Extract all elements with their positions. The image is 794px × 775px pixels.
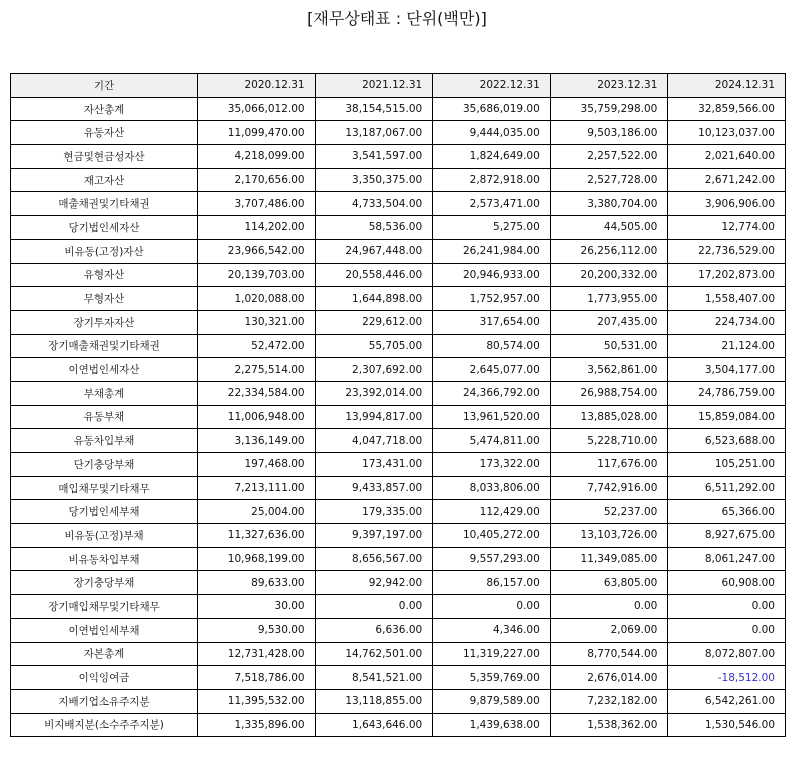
value-cell: 3,562,861.00 (550, 358, 668, 382)
row-label: 이연법인세자산 (11, 358, 198, 382)
value-cell: 0.00 (433, 595, 551, 619)
row-label: 자본총계 (11, 642, 198, 666)
value-cell: 1,773,955.00 (550, 287, 668, 311)
row-label: 유형자산 (11, 263, 198, 287)
row-label: 매출채권및기타채권 (11, 192, 198, 216)
value-cell: 112,429.00 (433, 500, 551, 524)
value-cell: 117,676.00 (550, 453, 668, 477)
value-cell: 10,405,272.00 (433, 524, 551, 548)
column-header-date: 2022.12.31 (433, 74, 551, 98)
value-cell: 11,349,085.00 (550, 547, 668, 571)
table-row (11, 358, 786, 382)
column-header-date: 2020.12.31 (198, 74, 316, 98)
value-cell: 58,536.00 (315, 216, 433, 240)
column-header-date: 2023.12.31 (550, 74, 668, 98)
table-row (11, 310, 786, 334)
table-row (11, 381, 786, 405)
value-cell: 1,335,896.00 (198, 713, 316, 737)
value-cell: 8,033,806.00 (433, 476, 551, 500)
table-row (11, 429, 786, 453)
value-cell: 60,908.00 (668, 571, 786, 595)
value-cell: 52,237.00 (550, 500, 668, 524)
row-label: 유동차입부채 (11, 429, 198, 453)
value-cell: 22,334,584.00 (198, 381, 316, 405)
row-label: 비유동(고정)자산 (11, 239, 198, 263)
column-header-period: 기간 (11, 74, 198, 98)
value-cell: 65,366.00 (668, 500, 786, 524)
value-cell: 1,020,088.00 (198, 287, 316, 311)
value-cell: 20,558,446.00 (315, 263, 433, 287)
value-cell: 22,736,529.00 (668, 239, 786, 263)
value-cell: 9,444,035.00 (433, 121, 551, 145)
value-cell: 35,686,019.00 (433, 97, 551, 121)
row-label: 장기매출채권및기타채권 (11, 334, 198, 358)
value-cell: 12,774.00 (668, 216, 786, 240)
table-row (11, 689, 786, 713)
value-cell: 6,523,688.00 (668, 429, 786, 453)
table-row (11, 97, 786, 121)
row-label: 당기법인세자산 (11, 216, 198, 240)
value-cell: 207,435.00 (550, 310, 668, 334)
value-cell: 2,676,014.00 (550, 666, 668, 690)
value-cell: 26,241,984.00 (433, 239, 551, 263)
row-label: 당기법인세부채 (11, 500, 198, 524)
table-row (11, 476, 786, 500)
value-cell: 50,531.00 (550, 334, 668, 358)
page-title: [재무상태표 : 단위(백만)] (307, 9, 487, 28)
value-cell: 8,072,807.00 (668, 642, 786, 666)
value-cell: 5,359,769.00 (433, 666, 551, 690)
value-cell: 89,633.00 (198, 571, 316, 595)
value-cell: 10,123,037.00 (668, 121, 786, 145)
value-cell: 7,518,786.00 (198, 666, 316, 690)
row-label: 매입채무및기타채무 (11, 476, 198, 500)
value-cell: 3,350,375.00 (315, 168, 433, 192)
value-cell: 6,542,261.00 (668, 689, 786, 713)
table-row (11, 405, 786, 429)
value-cell: 20,139,703.00 (198, 263, 316, 287)
value-cell: 7,213,111.00 (198, 476, 316, 500)
table-row (11, 168, 786, 192)
row-label: 부채총계 (11, 381, 198, 405)
value-cell: 26,988,754.00 (550, 381, 668, 405)
value-cell: 9,557,293.00 (433, 547, 551, 571)
value-cell: 3,707,486.00 (198, 192, 316, 216)
value-cell: 13,994,817.00 (315, 405, 433, 429)
table-row (11, 192, 786, 216)
value-cell: 13,961,520.00 (433, 405, 551, 429)
value-cell: 3,136,149.00 (198, 429, 316, 453)
value-cell: 130,321.00 (198, 310, 316, 334)
table-row (11, 666, 786, 690)
value-cell: 20,200,332.00 (550, 263, 668, 287)
value-cell: 11,006,948.00 (198, 405, 316, 429)
value-cell: 173,322.00 (433, 453, 551, 477)
value-cell: 8,541,521.00 (315, 666, 433, 690)
balance-sheet-table (10, 73, 786, 737)
row-label: 장기충당부채 (11, 571, 198, 595)
row-label: 이연법인세부채 (11, 618, 198, 642)
value-cell: 92,942.00 (315, 571, 433, 595)
value-cell: 0.00 (668, 595, 786, 619)
value-cell: 13,187,067.00 (315, 121, 433, 145)
value-cell: 6,636.00 (315, 618, 433, 642)
value-cell: 5,275.00 (433, 216, 551, 240)
value-cell: 9,879,589.00 (433, 689, 551, 713)
value-cell: 1,643,646.00 (315, 713, 433, 737)
value-cell: 23,392,014.00 (315, 381, 433, 405)
value-cell: 7,232,182.00 (550, 689, 668, 713)
value-cell: 2,275,514.00 (198, 358, 316, 382)
value-cell: 6,511,292.00 (668, 476, 786, 500)
table-row (11, 453, 786, 477)
value-cell: 5,228,710.00 (550, 429, 668, 453)
value-cell: 17,202,873.00 (668, 263, 786, 287)
row-label: 유동부채 (11, 405, 198, 429)
value-cell: 80,574.00 (433, 334, 551, 358)
value-cell: 13,103,726.00 (550, 524, 668, 548)
value-cell: 8,770,544.00 (550, 642, 668, 666)
column-header-date: 2021.12.31 (315, 74, 433, 98)
value-cell: 24,786,759.00 (668, 381, 786, 405)
table-row (11, 571, 786, 595)
value-cell: 9,503,186.00 (550, 121, 668, 145)
value-cell: 13,885,028.00 (550, 405, 668, 429)
row-label: 재고자산 (11, 168, 198, 192)
value-cell: 25,004.00 (198, 500, 316, 524)
value-cell: 21,124.00 (668, 334, 786, 358)
value-cell: 4,346.00 (433, 618, 551, 642)
value-cell: 24,366,792.00 (433, 381, 551, 405)
value-cell: 14,762,501.00 (315, 642, 433, 666)
table-row (11, 500, 786, 524)
value-cell: 0.00 (550, 595, 668, 619)
value-cell: 23,966,542.00 (198, 239, 316, 263)
value-cell: 11,319,227.00 (433, 642, 551, 666)
table-row (11, 618, 786, 642)
value-cell: 32,859,566.00 (668, 97, 786, 121)
table-row (11, 713, 786, 737)
value-cell: 30.00 (198, 595, 316, 619)
value-cell: 11,395,532.00 (198, 689, 316, 713)
table-row (11, 547, 786, 571)
value-cell: 8,656,567.00 (315, 547, 433, 571)
value-cell: 11,327,636.00 (198, 524, 316, 548)
row-label: 비유동(고정)부채 (11, 524, 198, 548)
value-cell: 1,439,638.00 (433, 713, 551, 737)
value-cell: 224,734.00 (668, 310, 786, 334)
value-cell: 0.00 (668, 618, 786, 642)
value-cell: 105,251.00 (668, 453, 786, 477)
table-row (11, 642, 786, 666)
table-row (11, 239, 786, 263)
table-row (11, 334, 786, 358)
value-cell: 63,805.00 (550, 571, 668, 595)
value-cell: 15,859,084.00 (668, 405, 786, 429)
value-cell: 2,527,728.00 (550, 168, 668, 192)
value-cell: 3,380,704.00 (550, 192, 668, 216)
value-cell: 26,256,112.00 (550, 239, 668, 263)
value-cell: 2,307,692.00 (315, 358, 433, 382)
value-cell: 4,047,718.00 (315, 429, 433, 453)
table-row (11, 145, 786, 169)
table-row (11, 216, 786, 240)
row-label: 현금및현금성자산 (11, 145, 198, 169)
value-cell: 35,759,298.00 (550, 97, 668, 121)
value-cell: 44,505.00 (550, 216, 668, 240)
value-cell: 20,946,933.00 (433, 263, 551, 287)
row-label: 비유동차입부채 (11, 547, 198, 571)
value-cell: 1,538,362.00 (550, 713, 668, 737)
value-cell: 1,824,649.00 (433, 145, 551, 169)
value-cell: 4,218,099.00 (198, 145, 316, 169)
value-cell: 13,118,855.00 (315, 689, 433, 713)
table-row (11, 287, 786, 311)
value-cell: 2,021,640.00 (668, 145, 786, 169)
value-cell: 4,733,504.00 (315, 192, 433, 216)
value-cell: 8,061,247.00 (668, 547, 786, 571)
value-cell: 12,731,428.00 (198, 642, 316, 666)
value-cell: 8,927,675.00 (668, 524, 786, 548)
value-cell: 5,474,811.00 (433, 429, 551, 453)
column-header-date: 2024.12.31 (668, 74, 786, 98)
row-label: 유동자산 (11, 121, 198, 145)
value-cell: 197,468.00 (198, 453, 316, 477)
table-row (11, 595, 786, 619)
value-cell: 9,433,857.00 (315, 476, 433, 500)
value-cell: 0.00 (315, 595, 433, 619)
value-cell: 179,335.00 (315, 500, 433, 524)
row-label: 단기충당부채 (11, 453, 198, 477)
value-cell: 35,066,012.00 (198, 97, 316, 121)
value-cell: 9,530.00 (198, 618, 316, 642)
row-label: 비지배지분(소수주주지분) (11, 713, 198, 737)
value-cell: 9,397,197.00 (315, 524, 433, 548)
value-cell: 2,671,242.00 (668, 168, 786, 192)
value-cell: 173,431.00 (315, 453, 433, 477)
row-label: 이익잉여금 (11, 666, 198, 690)
value-cell: 55,705.00 (315, 334, 433, 358)
value-cell: 2,069.00 (550, 618, 668, 642)
value-cell: 1,530,546.00 (668, 713, 786, 737)
value-cell: 317,654.00 (433, 310, 551, 334)
row-label: 자산총계 (11, 97, 198, 121)
value-cell: 2,170,656.00 (198, 168, 316, 192)
value-cell: 86,157.00 (433, 571, 551, 595)
value-cell: 52,472.00 (198, 334, 316, 358)
table-header-row (11, 74, 786, 98)
value-cell: 3,504,177.00 (668, 358, 786, 382)
value-cell: -18,512.00 (668, 666, 786, 690)
table-row (11, 121, 786, 145)
row-label: 무형자산 (11, 287, 198, 311)
row-label: 장기투자자산 (11, 310, 198, 334)
value-cell: 3,541,597.00 (315, 145, 433, 169)
table-row (11, 263, 786, 287)
table-row (11, 524, 786, 548)
value-cell: 2,257,522.00 (550, 145, 668, 169)
value-cell: 1,558,407.00 (668, 287, 786, 311)
value-cell: 3,906,906.00 (668, 192, 786, 216)
value-cell: 38,154,515.00 (315, 97, 433, 121)
value-cell: 2,573,471.00 (433, 192, 551, 216)
value-cell: 229,612.00 (315, 310, 433, 334)
value-cell: 114,202.00 (198, 216, 316, 240)
row-label: 장기매입채무및기타채무 (11, 595, 198, 619)
value-cell: 10,968,199.00 (198, 547, 316, 571)
value-cell: 2,872,918.00 (433, 168, 551, 192)
value-cell: 7,742,916.00 (550, 476, 668, 500)
value-cell: 1,644,898.00 (315, 287, 433, 311)
row-label: 지배기업소유주지분 (11, 689, 198, 713)
value-cell: 11,099,470.00 (198, 121, 316, 145)
value-cell: 24,967,448.00 (315, 239, 433, 263)
value-cell: 2,645,077.00 (433, 358, 551, 382)
value-cell: 1,752,957.00 (433, 287, 551, 311)
